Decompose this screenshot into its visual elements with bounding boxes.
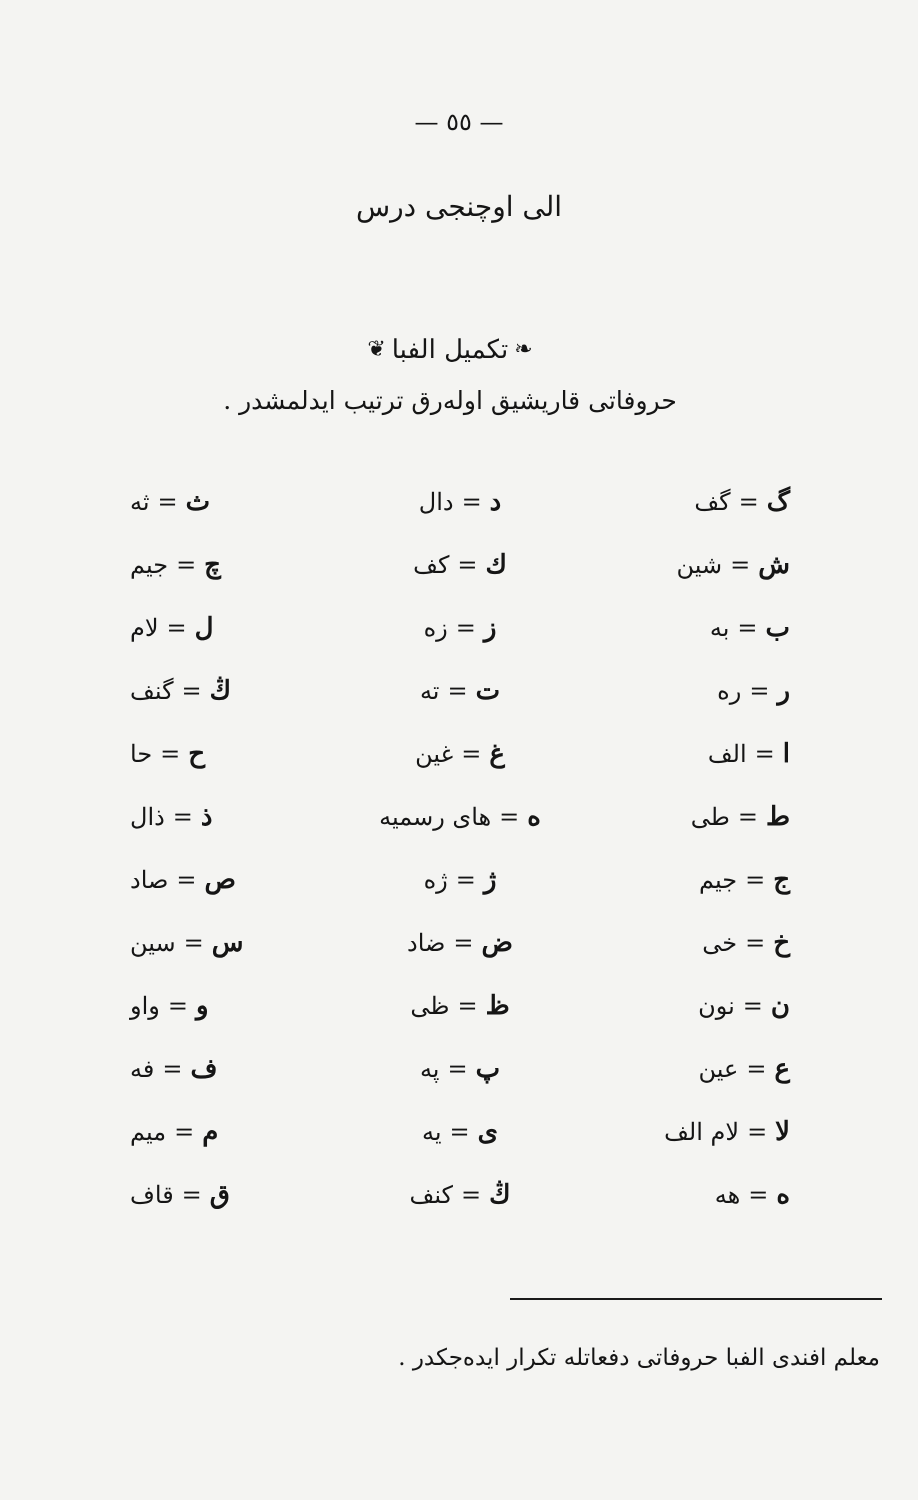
letter-glyph: ر [777,675,790,706]
letter-name: ميم [130,1117,167,1146]
equals-sign: = [742,991,763,1020]
intro-line: حروفاتى قاريشيق اولەرق ترتيب ايدلمشدر . [223,386,677,415]
letter-name: طى [690,802,730,831]
letter-row [355,722,565,785]
equals-sign: = [737,802,758,831]
equals-sign: = [455,865,476,894]
letter-row [580,596,790,659]
letter-name: ظى [410,991,450,1020]
letter-name: كنف [409,1180,453,1209]
letter-name: جيم [699,865,738,894]
letter-name: حا [130,739,153,768]
letter-glyph: ل [194,612,214,643]
letter-name: فه [130,1054,155,1083]
letter-glyph: ڭ [209,675,232,706]
equals-sign: = [447,676,468,705]
equals-sign: = [457,550,478,579]
letter-name: كف [413,550,450,579]
equals-sign: = [172,802,193,831]
letter-name: جيم [130,550,169,579]
letter-glyph: و [195,990,209,1021]
letter-row [130,533,340,596]
letter-row [355,911,565,974]
letter-name: دال [418,487,454,516]
lesson-title: الى اوچنجى درس [355,190,563,223]
letter-glyph: ظ [485,990,510,1021]
letter-table [130,470,790,1230]
letter-glyph: لا [775,1116,790,1147]
page-number: — ٥٥ — [414,108,504,136]
equals-sign: = [745,928,766,957]
letter-glyph: پ [475,1053,501,1084]
equals-sign: = [174,1117,195,1146]
letter-row [355,533,565,596]
letter-name: يه [422,1117,442,1146]
letter-name: لام الف [664,1117,740,1146]
letter-column-left [130,470,340,1230]
letter-row [130,722,340,785]
letter-glyph: س [211,927,244,958]
letter-glyph: ض [481,927,513,958]
letter-glyph: چ [204,549,221,580]
letter-row [130,1100,340,1163]
equals-sign: = [748,1180,769,1209]
letter-row [580,1163,790,1226]
letter-glyph: ز [483,612,497,643]
letter-glyph: ث [185,486,211,517]
letter-name: عين [698,1054,739,1083]
equals-sign: = [176,550,197,579]
equals-sign: = [167,991,188,1020]
letter-name: نون [698,991,735,1020]
letter-name: شين [676,550,723,579]
letter-row [355,659,565,722]
letter-row [130,974,340,1037]
letter-name: غين [415,739,454,768]
letter-name: هاى رسميه [379,802,492,831]
equals-sign: = [737,613,758,642]
section-heading [320,330,580,370]
letter-row [580,848,790,911]
equals-sign: = [754,739,775,768]
letter-glyph: ك [485,549,507,580]
letter-row [580,1037,790,1100]
letter-glyph: ه [776,1179,790,1210]
equals-sign: = [738,487,759,516]
equals-sign: = [162,1054,183,1083]
equals-sign: = [745,865,766,894]
letter-glyph: خ [773,927,790,958]
letter-row [355,1100,565,1163]
letter-glyph: ذ [200,801,213,832]
equals-sign: = [730,550,751,579]
letter-row [355,974,565,1037]
letter-row [580,911,790,974]
letter-glyph: ج [773,864,790,895]
letter-name: الف [707,739,747,768]
section-heading-text: تكميل الفبا [391,335,509,365]
letter-name: صاد [130,865,169,894]
equals-sign: = [157,487,178,516]
letter-glyph: ط [765,801,790,832]
letter-glyph: ن [770,990,790,1021]
equals-sign: = [181,1180,202,1209]
equals-sign: = [176,865,197,894]
letter-row [580,533,790,596]
letter-glyph: ص [204,864,236,895]
letter-row [580,470,790,533]
letter-row [130,1037,340,1100]
equals-sign: = [183,928,204,957]
letter-row [355,1163,565,1226]
letter-name: واو [130,991,160,1020]
equals-sign: = [181,676,202,705]
letter-name: زه [423,613,448,642]
equals-sign: = [453,928,474,957]
equals-sign: = [160,739,181,768]
letter-row [355,470,565,533]
letter-row [580,659,790,722]
letter-glyph: ف [190,1053,218,1084]
letter-row [355,785,565,848]
letter-row [355,596,565,659]
letter-glyph: م [202,1116,219,1147]
letter-name: ضاد [407,928,446,957]
letter-name: به [709,613,730,642]
letter-name: ره [717,676,742,705]
equals-sign: = [747,1117,768,1146]
equals-sign: = [460,1180,482,1209]
letter-row [580,1100,790,1163]
letter-row [580,974,790,1037]
letter-glyph: ع [774,1053,790,1084]
equals-sign: = [746,1054,767,1083]
equals-sign: = [461,487,482,516]
letter-column-middle [355,470,565,1230]
letter-glyph: ت [475,675,501,706]
letter-row [355,848,565,911]
letter-row [130,596,340,659]
letter-glyph: ى [477,1116,499,1147]
letter-glyph: ح [188,738,206,769]
letter-row [130,911,340,974]
letter-name: ذال [130,802,165,831]
letter-row [130,848,340,911]
equals-sign: = [499,802,520,831]
letter-column-right [580,470,790,1230]
letter-glyph: ڭ [489,1179,511,1210]
letter-row [130,785,340,848]
letter-name: په [419,1054,440,1083]
letter-name: قاف [130,1180,174,1209]
letter-name: گنف [130,676,174,705]
letter-row [130,659,340,722]
letter-name: ژه [423,865,448,894]
letter-row [355,1037,565,1100]
ornament-right-icon: ❧ [514,337,533,362]
letter-glyph: ب [765,612,790,643]
letter-name: ته [419,676,440,705]
letter-name: هه [714,1180,741,1209]
equals-sign: = [455,613,476,642]
letter-glyph: گ [766,486,790,517]
letter-row [580,785,790,848]
equals-sign: = [449,1117,470,1146]
footer-rule [510,1298,882,1300]
equals-sign: = [457,991,478,1020]
letter-row [580,722,790,785]
equals-sign: = [749,676,770,705]
letter-name: خى [702,928,738,957]
footnote: معلم افندى الفبا حروفاتى دفعاتله تكرار ايدەجكدر . [398,1345,880,1371]
letter-name: سين [130,928,176,957]
equals-sign: = [461,739,482,768]
letter-row [130,1163,340,1226]
ornament-left-icon: ❦ [367,337,386,362]
letter-glyph: د [489,486,502,517]
letter-name: گف [694,487,731,516]
equals-sign: = [447,1054,468,1083]
letter-name: لام [130,613,159,642]
equals-sign: = [166,613,187,642]
letter-row [130,470,340,533]
letter-name: ثه [130,487,150,516]
letter-glyph: ق [209,1179,230,1210]
letter-glyph: ه [527,801,541,832]
letter-glyph: غ [489,738,505,769]
letter-glyph: ا [782,738,790,769]
letter-glyph: ژ [483,864,497,895]
letter-glyph: ش [758,549,790,580]
